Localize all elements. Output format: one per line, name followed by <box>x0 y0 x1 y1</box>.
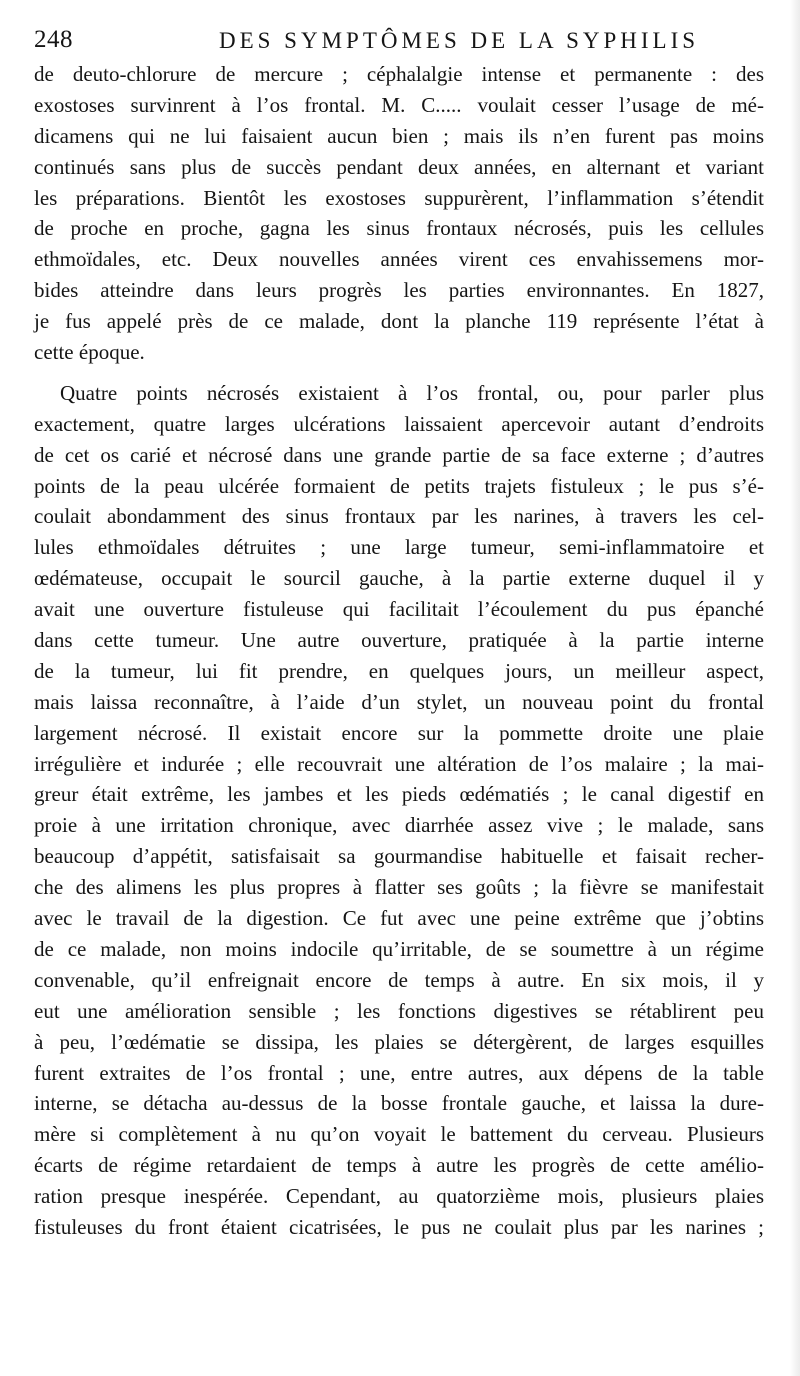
body-text <box>34 59 764 1243</box>
text-line: exostoses survinrent à l’os frontal. M. C..... voulait cesser l’usage de mé- <box>34 92 764 117</box>
text-line: beaucoup d’appétit, satisfaisait sa gourmandise habituelle et faisait recher- <box>34 844 764 869</box>
page-edge-shadow <box>790 0 800 1376</box>
text-line: de proche en proche, gagna les sinus frontaux nécrosés, puis les cellules <box>34 216 764 241</box>
text-line: je fus appelé près de ce malade, dont la planche 119 représente l’état à <box>34 309 764 334</box>
text-line: lules ethmoïdales détruites ; une large tumeur, semi-inflammatoire et <box>34 535 764 560</box>
text-line: points de la peau ulcérée formaient de petits trajets fistuleux ; le pus s’é- <box>34 473 764 498</box>
text-line: de la tumeur, lui fit prendre, en quelques jours, un meilleur aspect, <box>34 658 764 683</box>
text-line: de cet os carié et nécrosé dans une grande partie de sa face externe ; d’autres <box>34 442 764 467</box>
text-line: de deuto-chlorure de mercure ; céphalalgie intense et permanente : des <box>34 62 764 86</box>
running-title: DES SYMPTÔMES DE LA SYPHILIS <box>218 28 700 53</box>
text-line: dicamens qui ne lui faisaient aucun bien ; mais ils n’en furent pas moins <box>34 123 764 148</box>
text-line: à peu, l’œdématie se dissipa, les plaies se détergèrent, de larges esquilles <box>34 1029 764 1054</box>
text-line: proie à une irritation chronique, avec diarrhée assez vive ; le malade, sans <box>34 813 764 838</box>
page-number: 248 <box>34 26 73 53</box>
text-line: convenable, qu’il enfreignait encore de temps à autre. En six mois, il y <box>34 967 764 992</box>
text-line: mais laissa reconnaître, à l’aide d’un stylet, un nouveau point du frontal <box>34 689 764 714</box>
text-line: ethmoïdales, etc. Deux nouvelles années virent ces envahissemens mor- <box>34 247 764 272</box>
text-line: irrégulière et indurée ; elle recouvrait une altération de l’os malaire ; la mai- <box>34 751 764 776</box>
text-line: bides atteindre dans leurs progrès les parties environnantes. En 1827, <box>34 278 764 303</box>
text-line: avec le travail de la digestion. Ce fut avec une peine extrême que j’obtins <box>34 906 764 931</box>
text-line: fistuleuses du front étaient cicatrisées, le pus ne coulait plus par les narines ; <box>34 1214 764 1239</box>
text-line: œdémateuse, occupait le sourcil gauche, à la partie externe duquel il y <box>34 566 764 591</box>
paragraph-gap <box>34 368 764 378</box>
text-line: largement nécrosé. Il existait encore sur la pommette droite une plaie <box>34 720 764 745</box>
text-line: écarts de régime retardaient de temps à autre les progrès de cette amélio- <box>34 1153 764 1178</box>
text-line: cette époque. <box>34 340 145 365</box>
text-line: coulait abondamment des sinus frontaux par les narines, à travers les cel- <box>34 504 764 529</box>
text-line: eut une amélioration sensible ; les fonctions digestives se rétablirent peu <box>34 998 764 1023</box>
text-line: ration presque inespérée. Cependant, au quatorzième mois, plusieurs plaies <box>34 1184 764 1209</box>
text-line: Quatre points nécrosés existaient à l’os frontal, ou, pour parler plus <box>60 380 764 405</box>
page-header <box>34 22 764 62</box>
text-line: avait une ouverture fistuleuse qui facilitait l’écoulement du pus épanché <box>34 597 764 622</box>
text-line: dans cette tumeur. Une autre ouverture, pratiquée à la partie interne <box>34 628 764 653</box>
text-line: continués sans plus de succès pendant deux années, en alternant et variant <box>34 154 764 179</box>
text-line: interne, se détacha au-dessus de la bosse frontale gauche, et laissa la dure- <box>34 1091 764 1116</box>
text-line: che des alimens les plus propres à flatter ses goûts ; la fièvre se manifestait <box>34 875 764 900</box>
text-line: exactement, quatre larges ulcérations laissaient apercevoir autant d’endroits <box>34 411 764 436</box>
text-line: les préparations. Bientôt les exostoses suppurèrent, l’inflammation s’étendit <box>34 185 764 210</box>
text-line: mère si complètement à nu qu’on voyait le battement du cerveau. Plusieurs <box>34 1122 764 1147</box>
text-line: greur était extrême, les jambes et les pieds œdématiés ; le canal digestif en <box>34 782 764 807</box>
text-line: furent extraites de l’os frontal ; une, entre autres, aux dépens de la table <box>34 1060 764 1085</box>
text-line: de ce malade, non moins indocile qu’irritable, de se soumettre à un régime <box>34 936 764 961</box>
